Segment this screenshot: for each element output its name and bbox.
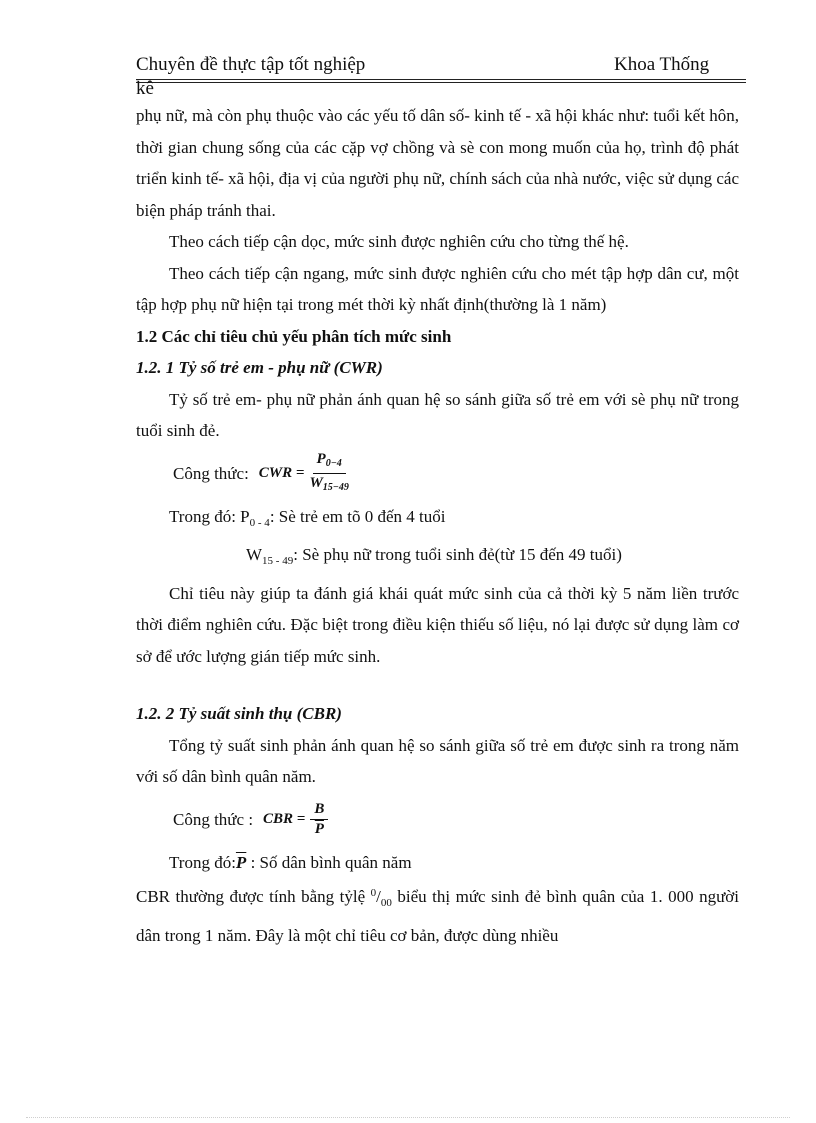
paragraph: CBR thường được tính bằng tỷlệ $^0/_{00}$ biểu thị mức sinh đẻ bình quân của 1. 000 người dân trong 1 năm. Đây là một chỉ tiêu cơ bản, được dùng nhiều	[136, 887, 739, 945]
header-rule-double	[136, 82, 746, 83]
fraction	[310, 801, 328, 838]
header-department-wrap: kê	[136, 78, 154, 99]
footer-divider	[26, 1117, 790, 1118]
header-rule	[136, 79, 746, 80]
header-title: Chuyên đề thực tập tốt nghiệp	[136, 54, 366, 75]
formula-label: Công thức :	[173, 809, 254, 829]
document-body	[136, 100, 739, 951]
formula-expression	[263, 801, 328, 838]
paragraph: Theo cách tiếp cận dọc, mức sinh được nghiên cứu cho từng thế hệ.	[169, 232, 629, 251]
fraction-denominator: P	[314, 821, 324, 837]
fraction-numerator: $P_{0-4}$	[313, 451, 346, 474]
formula-cwr	[173, 451, 739, 497]
formula-lhs: CWR =	[258, 464, 305, 481]
formula-legend: $W_{15 - 49}$: Sè phụ nữ trong tuổi sinh đẻ(từ 15 đến 49 tuổi)	[246, 545, 622, 567]
formula-expression	[259, 451, 349, 496]
section-heading: 1.2 Các chỉ tiêu chủ yếu phân tích mức sinh	[136, 326, 452, 346]
formula-cbr	[173, 797, 739, 843]
formula-legend: Trong đó: $P_{0 - 4}$: Sè trẻ em tõ 0 đến 4 tuổi	[169, 506, 446, 529]
header-department: Khoa Thống	[614, 54, 710, 75]
formula-legend: Trong $đó:\overline{P}$ : Số dân bình quân năm	[169, 852, 412, 872]
fraction-numerator: B	[310, 801, 328, 820]
paragraph: Tỷ số trẻ em- phụ nữ phản ánh quan hệ so sánh giữa số trẻ em với sè phụ nữ trong tuổi sinh đẻ.	[136, 389, 739, 440]
formula-lhs: CBR =	[263, 810, 306, 827]
fraction	[309, 451, 348, 496]
paragraph: phụ nữ, mà còn phụ thuộc vào các yếu tố dân số- kinh tế - xã hội khác như: tuổi kết hôn, thời gian chung sống của các cặp vợ chồng và sè con mong muốn của họ, trình độ phát triển kinh tế- xã hội, địa vị của người phụ nữ, chính sách của nhà nước, việc sử dụng các biện pháp tránh thai.	[136, 106, 739, 220]
fraction-denominator: $W_{15-49}$	[309, 475, 349, 493]
subsection-heading: 1.2. 2 Tỷ suất sinh thụ (CBR)	[136, 704, 342, 723]
formula-label: Công thức:	[173, 463, 249, 483]
paragraph: Chỉ tiêu này giúp ta đánh giá khái quát mức sinh của cả thời kỳ 5 năm liền trước thời điểm nghiên cứu. Đặc biệt trong điều kiện thiếu số liệu, nó lại được sử dụng làm cơ sở để ước lượng gián tiếp mức sinh.	[136, 583, 739, 666]
paragraph: Tổng tỷ suất sinh phản ánh quan hệ so sánh giữa số trẻ em được sinh ra trong năm với số dân bình quân năm.	[136, 735, 739, 786]
paragraph: Theo cách tiếp cận ngang, mức sinh được nghiên cứu cho mét tập hợp dân cư, một tập hợp phụ nữ hiện tại trong mét thời kỳ nhất định(thường là 1 năm)	[136, 263, 739, 314]
subsection-heading: 1.2. 1 Tỷ số trẻ em - phụ nữ (CWR)	[136, 358, 383, 377]
